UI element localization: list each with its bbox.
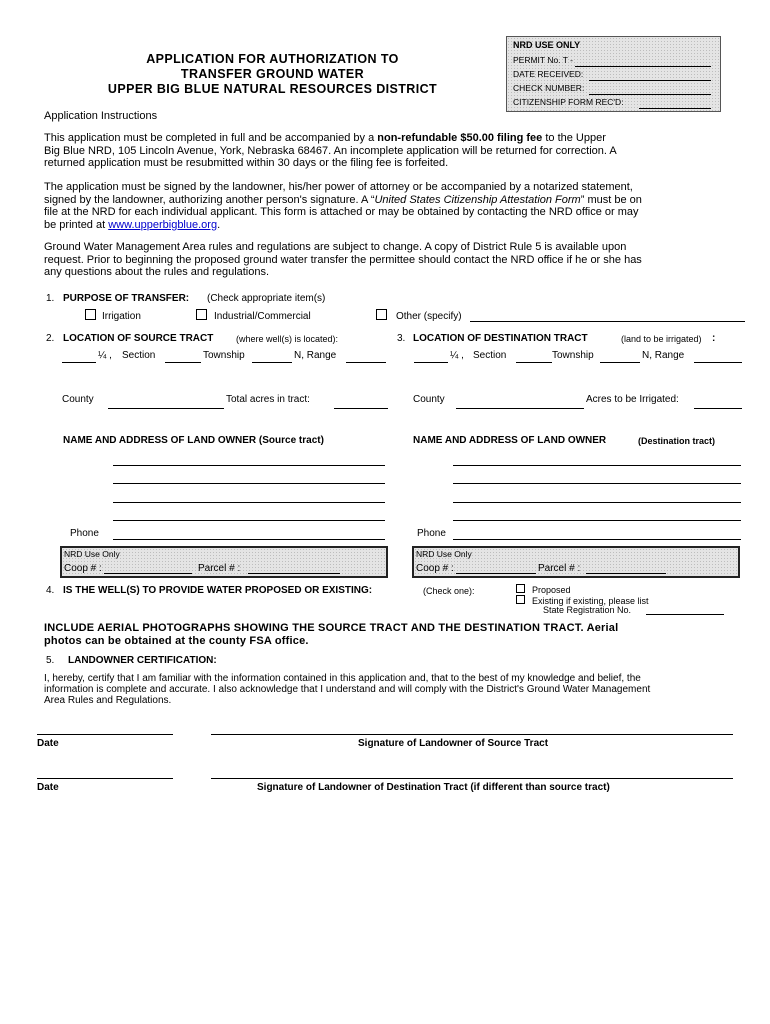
- irrigation-checkbox[interactable]: [85, 309, 96, 320]
- dest-acres-field[interactable]: [694, 408, 742, 409]
- source-phone-field[interactable]: [113, 539, 385, 540]
- section-4-heading: IS THE WELL(S) TO PROVIDE WATER PROPOSED OR EXISTING:: [63, 585, 373, 596]
- source-township-field[interactable]: [252, 362, 292, 363]
- p2-line-3: file at the NRD for each individual applicant. This form is attached or may be obtained by contacting the NRD office or may: [44, 206, 639, 218]
- date-received-field[interactable]: [589, 80, 711, 81]
- p3-line-2: request. Prior to beginning the proposed ground water transfer the permittee should contact the NRD office if he or she has: [44, 253, 642, 266]
- dest-owner-line-4[interactable]: [453, 520, 741, 521]
- p2-line-2a: signed by the landowner, authorizing another person's signature. A “: [44, 193, 375, 206]
- source-owner-line-1[interactable]: [113, 465, 385, 466]
- other-specify-field[interactable]: [470, 321, 745, 322]
- section-3-note: (land to be irrigated): [621, 334, 702, 344]
- section-2-heading: LOCATION OF SOURCE TRACT: [63, 333, 214, 344]
- dest-signature-label: Signature of Landowner of Destination Tract (if different than source tract): [257, 782, 610, 793]
- source-county-field[interactable]: [108, 408, 224, 409]
- section-3-colon: :: [712, 333, 716, 344]
- source-nrd-use-box: [60, 546, 388, 578]
- instructions-heading: Application Instructions: [44, 110, 158, 122]
- dest-range-label: N, Range: [642, 350, 685, 361]
- dest-owner-heading: NAME AND ADDRESS OF LAND OWNER: [413, 435, 607, 446]
- aerial-photo-line-2: photos can be obtained at the county FSA office.: [44, 635, 309, 647]
- dest-date-field[interactable]: [37, 778, 173, 779]
- nrd-box-heading: NRD USE ONLY: [513, 40, 581, 50]
- filing-fee-text: non-refundable $50.00 filing fee: [377, 132, 543, 144]
- dest-owner-line-1[interactable]: [453, 465, 741, 466]
- aerial-photo-line-1: INCLUDE AERIAL PHOTOGRAPHS SHOWING THE SOURCE TRACT AND THE DESTINATION TRACT. Aerial: [44, 622, 619, 634]
- source-coop-field[interactable]: [104, 573, 192, 574]
- source-range-label: N, Range: [294, 350, 337, 361]
- section-2-number: 2.: [46, 333, 55, 344]
- dest-quarter-label: ¼ ,: [450, 350, 464, 361]
- existing-label: Existing if existing, please list: [532, 596, 649, 606]
- dest-owner-line-2[interactable]: [453, 483, 741, 484]
- section-5-heading: LANDOWNER CERTIFICATION:: [68, 655, 217, 666]
- title-line-1: APPLICATION FOR AUTHORIZATION TO: [146, 52, 399, 66]
- irrigation-label: Irrigation: [102, 311, 141, 322]
- p2-line-4a: be printed at: [44, 218, 109, 231]
- dest-section-field[interactable]: [516, 362, 552, 363]
- instructions-paragraph-2: [44, 181, 642, 231]
- source-acres-field[interactable]: [334, 408, 388, 409]
- p3-line-3: any questions about the rules and regulations.: [44, 266, 270, 278]
- citizenship-field[interactable]: [639, 108, 711, 109]
- source-section-label: Section: [122, 350, 156, 361]
- dest-county-field[interactable]: [456, 408, 584, 409]
- source-parcel-field[interactable]: [248, 573, 340, 574]
- p1-text-b: to the Upper: [542, 132, 606, 144]
- dest-coop-field[interactable]: [456, 573, 536, 574]
- title-line-3: UPPER BIG BLUE NATURAL RESOURCES DISTRICT: [107, 82, 438, 96]
- citizenship-form-name: United States Citizenship Attestation Form: [374, 193, 581, 206]
- p2-line-2b: ” must be on: [580, 193, 642, 206]
- dest-county-label: County: [413, 394, 445, 405]
- source-signature-label: Signature of Landowner of Source Tract: [358, 738, 549, 749]
- p1-line-2: Big Blue NRD, 105 Lincoln Avenue, York, Nebraska 68467. An incomplete application will be returned for correction. A: [44, 144, 617, 157]
- instructions-paragraph-1: [44, 132, 617, 170]
- source-quarter-field[interactable]: [62, 362, 96, 363]
- source-date-field[interactable]: [37, 734, 173, 735]
- section-1-heading: PURPOSE OF TRANSFER:: [63, 293, 190, 304]
- dest-range-field[interactable]: [694, 362, 742, 363]
- state-registration-field[interactable]: [646, 614, 724, 615]
- source-section-field[interactable]: [165, 362, 201, 363]
- dest-owner-line-3[interactable]: [453, 502, 741, 503]
- date-received-label: DATE RECEIVED:: [513, 69, 584, 79]
- source-owner-line-3[interactable]: [113, 502, 385, 503]
- proposed-checkbox[interactable]: [516, 584, 525, 593]
- source-township-label: Township: [203, 350, 245, 361]
- source-owner-heading: NAME AND ADDRESS OF LAND OWNER (Source tract): [63, 435, 324, 446]
- dest-parcel-field[interactable]: [586, 573, 666, 574]
- p2-line-4b: .: [217, 218, 221, 231]
- source-acres-label: Total acres in tract:: [226, 394, 310, 405]
- source-county-label: County: [62, 394, 94, 405]
- section-1-number: 1.: [46, 293, 55, 304]
- p1-line-3: returned application must be resubmitted within 30 days or the filing fee is forfeited.: [44, 157, 449, 169]
- industrial-commercial-label: Industrial/Commercial: [214, 311, 311, 322]
- permit-field[interactable]: [575, 66, 711, 67]
- source-nrd-label: NRD Use Only: [64, 549, 120, 559]
- source-owner-line-2[interactable]: [113, 483, 385, 484]
- source-phone-label: Phone: [70, 528, 99, 539]
- p2-line-1: The application must be signed by the landowner, his/her power of attorney or be accompanied by a notarized statement,: [44, 181, 633, 193]
- dest-coop-label: Coop # :: [416, 563, 454, 574]
- source-quarter-label: ¼ ,: [98, 350, 112, 361]
- title-line-2: TRANSFER GROUND WATER: [180, 67, 365, 81]
- dest-date-label: Date: [37, 782, 59, 793]
- instructions-paragraph-3: [44, 241, 642, 279]
- permit-label: PERMIT No. T -: [513, 55, 573, 65]
- source-range-field[interactable]: [346, 362, 386, 363]
- section-2-note: (where well(s) is located):: [236, 334, 339, 344]
- existing-checkbox[interactable]: [516, 595, 525, 604]
- dest-quarter-field[interactable]: [414, 362, 448, 363]
- dest-owner-note: (Destination tract): [638, 436, 716, 446]
- dest-acres-label: Acres to be Irrigated:: [586, 394, 679, 405]
- certification-line-2: information is complete and accurate. I also acknowledge that I understand and will comply with the District's Ground Water Management: [44, 684, 651, 695]
- section-4-number: 4.: [46, 585, 55, 596]
- section-1-note: (Check appropriate item(s): [207, 293, 326, 304]
- dest-phone-label: Phone: [417, 528, 446, 539]
- state-registration-label: State Registration No.: [543, 605, 632, 615]
- nrd-use-only-box: [506, 36, 721, 112]
- section-3-number: 3.: [397, 333, 406, 344]
- dest-phone-field[interactable]: [453, 539, 741, 540]
- source-parcel-label: Parcel # :: [198, 563, 241, 574]
- section-3-heading: LOCATION OF DESTINATION TRACT: [413, 333, 588, 344]
- other-label: Other (specify): [396, 311, 462, 322]
- p3-line-1: Ground Water Management Area rules and regulations are subject to change. A copy of District Rule 5 is available upon: [44, 241, 627, 253]
- dest-signature-field[interactable]: [211, 778, 733, 779]
- check-number-field[interactable]: [589, 94, 711, 95]
- dest-township-label: Township: [552, 350, 594, 361]
- certification-line-3: Area Rules and Regulations.: [44, 695, 172, 706]
- certification-line-1: I, hereby, certify that I am familiar with the information contained in this application and, that to the best of my knowledge and belief, the: [44, 673, 641, 684]
- dest-nrd-label: NRD Use Only: [416, 549, 472, 559]
- proposed-label: Proposed: [532, 585, 571, 595]
- dest-section-label: Section: [473, 350, 507, 361]
- source-owner-line-4[interactable]: [113, 520, 385, 521]
- source-date-label: Date: [37, 738, 59, 749]
- source-signature-field[interactable]: [211, 734, 733, 735]
- dest-nrd-use-box: [412, 546, 740, 578]
- dest-parcel-label: Parcel # :: [538, 563, 581, 574]
- p1-text-a: This application must be completed in full and be accompanied by a: [44, 132, 378, 144]
- other-checkbox[interactable]: [376, 309, 387, 320]
- section-4-note: (Check one):: [423, 586, 475, 596]
- dest-township-field[interactable]: [600, 362, 640, 363]
- industrial-commercial-checkbox[interactable]: [196, 309, 207, 320]
- section-5-number: 5.: [46, 655, 55, 666]
- source-coop-label: Coop # :: [64, 563, 102, 574]
- website-link[interactable]: www.upperbigblue.org: [108, 218, 218, 231]
- citizenship-label: CITIZENSHIP FORM REC'D:: [513, 97, 624, 107]
- check-number-label: CHECK NUMBER:: [513, 83, 585, 93]
